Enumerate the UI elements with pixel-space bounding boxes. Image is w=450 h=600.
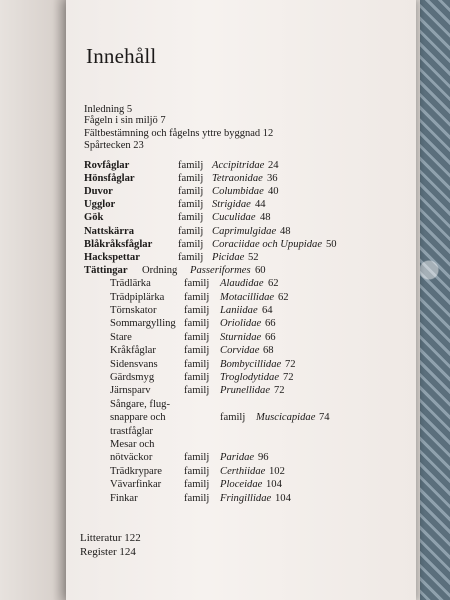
- toc-family-name: Prunellidae: [220, 385, 271, 397]
- toc-family-word: familj: [184, 331, 210, 343]
- toc-page-number: 74: [319, 412, 330, 424]
- toc-family-word: familj: [184, 291, 210, 303]
- toc-family-word: familj: [184, 358, 210, 370]
- toc-entry-name: Vävarfinkar: [110, 479, 162, 491]
- toc-family-word: familj: [184, 304, 210, 316]
- intro-item: Spårtecken 23: [84, 140, 144, 151]
- toc-entry-name: trastfåglar: [110, 425, 153, 437]
- toc-entry-name: Trädkrypare: [110, 465, 162, 477]
- toc-family-word: familj: [184, 492, 210, 504]
- toc-family-word: familj: [184, 479, 210, 491]
- toc-family-word: familj: [184, 452, 210, 464]
- intro-item: Fältbestämning och fågelns yttre byggnad 12: [84, 128, 274, 139]
- toc-entry-name: Hönsfåglar: [84, 173, 135, 185]
- toc-family-word: familj: [220, 412, 246, 424]
- toc-family-name: Accipitridae: [212, 160, 265, 171]
- toc-entry-name: Mesar och: [110, 438, 155, 450]
- page-title: Innehåll: [86, 44, 157, 68]
- toc-entry-name: Blåkråksfåglar: [84, 238, 153, 250]
- toc-page-number: 52: [248, 251, 259, 263]
- toc-page-number: 72: [274, 385, 285, 397]
- intro-item: Inledning 5: [84, 104, 133, 115]
- toc-entry-name: Trädpiplärka: [110, 291, 165, 303]
- toc-page-number: 44: [255, 199, 266, 211]
- toc-entry-name: snappare och: [110, 412, 166, 424]
- toc-family-word: familj: [184, 465, 210, 477]
- toc-family-name: Motacillidae: [220, 291, 275, 303]
- toc-page-number: 60: [255, 264, 266, 276]
- toc-family-word: familj: [178, 186, 204, 198]
- toc-family-word: familj: [178, 212, 204, 224]
- toc-family-word: familj: [178, 238, 204, 250]
- table-of-contents: [80, 0, 420, 600]
- toc-family-name: Cuculidae: [212, 212, 256, 224]
- toc-family-name: Troglodytidae: [220, 371, 280, 383]
- toc-family-name: Paridae: [220, 452, 255, 464]
- toc-page-number: 104: [266, 479, 282, 491]
- toc-page-number: 48: [280, 225, 291, 237]
- toc-family-word: familj: [184, 345, 210, 357]
- toc-page-number: 62: [278, 291, 289, 303]
- toc-entry-name: Törnskator: [110, 304, 157, 316]
- toc-entry-name: Järnsparv: [110, 385, 151, 397]
- toc-family-word: familj: [178, 225, 204, 237]
- toc-page-number: 102: [269, 465, 285, 477]
- toc-page-number: 50: [326, 238, 337, 250]
- toc-entry-name: Gök: [84, 212, 104, 224]
- toc-page-number: 72: [283, 371, 294, 383]
- toc-family-name: Ploceidae: [220, 479, 263, 491]
- toc-entry-name: Ugglor: [84, 199, 116, 211]
- toc-family-name: Tetraonidae: [212, 173, 263, 185]
- toc-entry-name: Sommargylling: [110, 318, 176, 330]
- toc-family-word: familj: [184, 385, 210, 397]
- toc-family-name: Columbidae: [212, 186, 264, 198]
- toc-page-number: 62: [268, 278, 279, 290]
- toc-family-word: familj: [178, 251, 204, 263]
- toc-order-latin: Passeriformes: [190, 264, 251, 276]
- toc-page-number: 40: [268, 186, 279, 198]
- toc-page-number: 72: [285, 358, 296, 370]
- footer-item: Litteratur 122: [80, 532, 141, 544]
- toc-family-word: familj: [178, 199, 204, 211]
- toc-page-number: 48: [260, 212, 271, 224]
- toc-family-name: Muscicapidae: [256, 412, 316, 424]
- toc-order-name: Tättingar: [84, 264, 128, 276]
- toc-entry-name: nötväckor: [110, 452, 153, 464]
- toc-entry-name: Finkar: [110, 492, 138, 504]
- toc-entry-name: Rovfåglar: [84, 160, 130, 171]
- toc-page-number: 104: [275, 492, 291, 504]
- toc-entry-name: Kråkfåglar: [110, 345, 156, 357]
- toc-entry-name: Nattskärra: [84, 225, 135, 237]
- previous-page-edge: [0, 0, 66, 600]
- toc-page-number: 68: [263, 345, 274, 357]
- toc-page-number: 36: [267, 173, 278, 185]
- toc-order-word: Ordning: [142, 264, 178, 276]
- toc-family-name: Oriolidae: [220, 318, 262, 330]
- toc-page-number: 66: [265, 331, 276, 343]
- toc-family-name: Coraciidae och Upupidae: [212, 238, 323, 250]
- toc-family-name: Bombycillidae: [220, 358, 282, 370]
- toc-family-name: Strigidae: [212, 199, 251, 211]
- toc-family-word: familj: [178, 173, 204, 185]
- toc-family-name: Laniidae: [220, 304, 258, 316]
- toc-family-word: familj: [184, 278, 210, 290]
- toc-family-word: familj: [184, 318, 210, 330]
- toc-family-name: Caprimulgidae: [212, 225, 277, 237]
- toc-entry-name: Sidensvans: [110, 358, 158, 370]
- toc-entry-name: Gärdsmyg: [110, 371, 155, 383]
- toc-entry-name: Stare: [110, 331, 132, 343]
- toc-page-number: 66: [265, 318, 276, 330]
- toc-family-name: Alaudidae: [220, 278, 264, 290]
- toc-family-word: familj: [184, 371, 210, 383]
- intro-item: Fågeln i sin miljö 7: [84, 115, 166, 126]
- toc-entry-name: Hackspettar: [84, 251, 140, 263]
- toc-family-word: familj: [178, 160, 204, 171]
- toc-entry-name: Duvor: [84, 186, 113, 198]
- toc-page-number: 96: [258, 452, 269, 464]
- toc-page-number: 64: [262, 304, 273, 316]
- toc-family-name: Certhiidae: [220, 465, 266, 477]
- toc-family-name: Sturnidae: [220, 331, 262, 343]
- footer-item: Register 124: [80, 546, 136, 558]
- toc-family-name: Picidae: [212, 251, 245, 263]
- toc-page-number: 24: [268, 160, 279, 171]
- toc-entry-name: Sångare, flug-: [110, 398, 171, 410]
- toc-entry-name: Trädlärka: [110, 278, 151, 290]
- toc-family-name: Fringillidae: [220, 492, 272, 504]
- toc-family-name: Corvidae: [220, 345, 260, 357]
